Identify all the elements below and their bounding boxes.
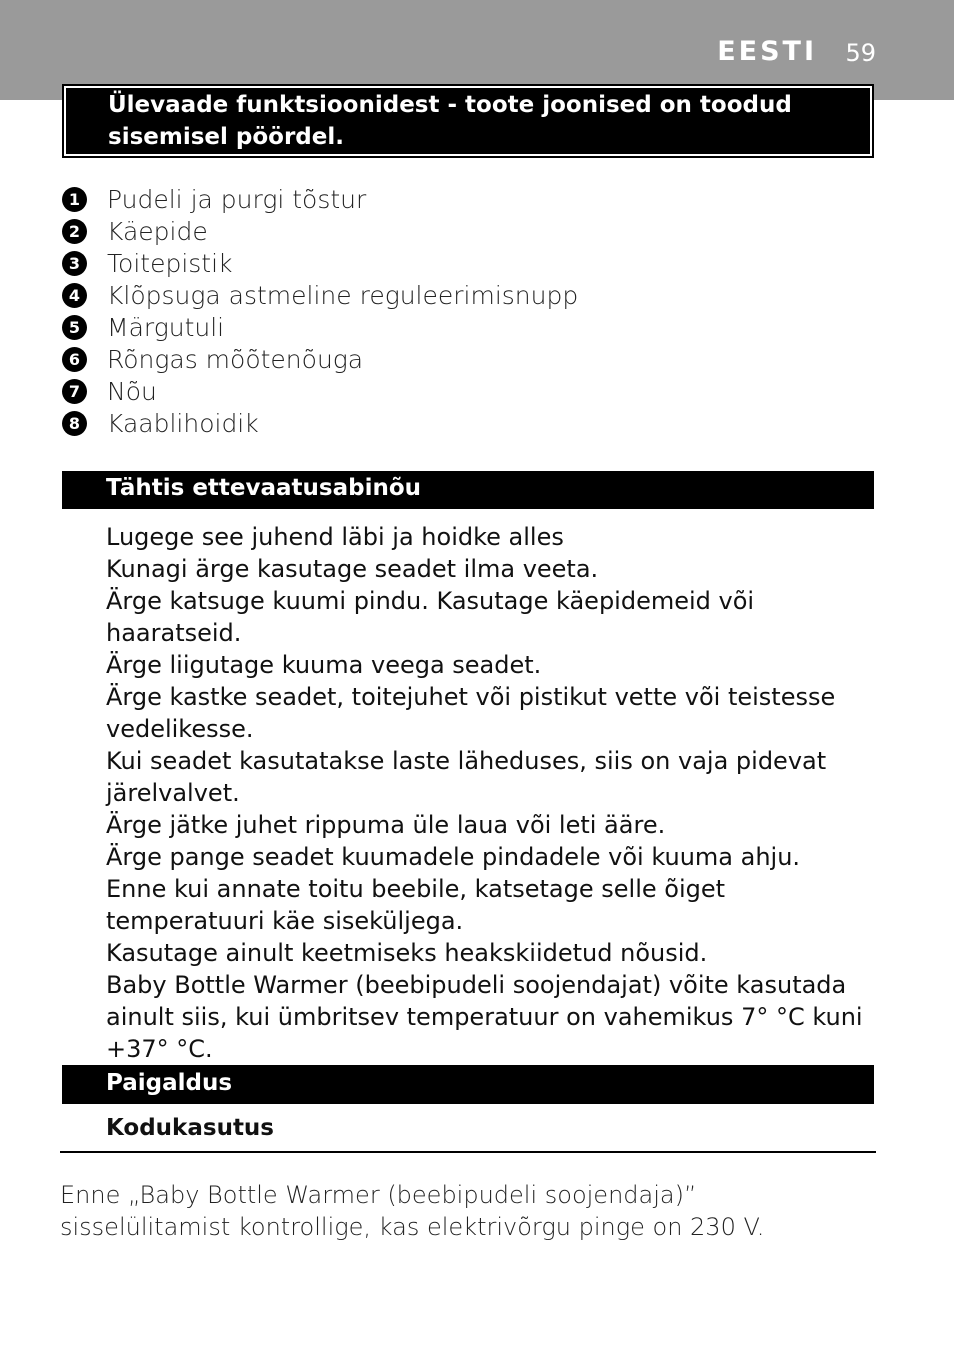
number-badge: 4 xyxy=(62,283,87,308)
list-item: Ärge kastke seadet, toitejuhet või pistikut vette või teistesse vedelikesse. xyxy=(106,683,836,743)
list-item: Ärge liigutage kuuma veega seadet. xyxy=(106,651,542,679)
page-number: 59 xyxy=(845,39,876,67)
subsection-heading: Kodukasutus xyxy=(106,1115,274,1141)
body-paragraph: Enne „Baby Bottle Warmer (beebipudeli soojendaja)” sisselülitamist kontrollige, kas elektrivõrgu pinge on 230 V. xyxy=(60,1181,765,1241)
number-badge: 1 xyxy=(62,187,87,212)
section-heading-overview: Ülevaade funktsioonidest - toote joonised on toodud sisemisel pöördel. xyxy=(62,84,874,158)
list-item: Kasutage ainult keetmiseks heakskiidetud nõusid. xyxy=(106,939,708,967)
number-badge: 5 xyxy=(62,315,87,340)
list-item xyxy=(62,311,578,343)
part-label: Rõngas mõõtenõuga xyxy=(107,344,364,374)
part-label: Käepide xyxy=(107,216,208,246)
part-label: Nõu xyxy=(107,376,157,406)
part-label: Toitepistik xyxy=(107,248,233,278)
section-heading-safety: Tähtis ettevaatusabinõu xyxy=(62,471,874,509)
list-item xyxy=(62,279,578,311)
number-badge: 3 xyxy=(62,251,87,276)
list-item xyxy=(62,375,578,407)
part-label: Märgutuli xyxy=(107,312,225,342)
list-item xyxy=(62,247,578,279)
list-item xyxy=(62,407,578,439)
parts-list xyxy=(62,183,578,439)
number-badge: 2 xyxy=(62,219,87,244)
list-item: Kui seadet kasutatakse laste läheduses, siis on vaja pidevat järelvalvet. xyxy=(106,747,827,807)
number-badge: 8 xyxy=(62,411,87,436)
list-item: Ärge katsuge kuumi pindu. Kasutage käepidemeid või haaratseid. xyxy=(106,587,755,647)
list-item: Baby Bottle Warmer (beebipudeli soojendajat) võite kasutada ainult siis, kui ümbritsev temperatuur on vahemikus 7° °C kuni +37° °C. xyxy=(106,971,863,1063)
part-label: Pudeli ja purgi tõstur xyxy=(107,184,367,214)
list-item: Enne kui annate toitu beebile, katsetage selle õiget temperatuuri käe siseküljega. xyxy=(106,875,726,935)
list-item: Kunagi ärge kasutage seadet ilma veeta. xyxy=(106,555,599,583)
language-label: EESTI xyxy=(717,36,817,67)
part-label: Kaablihoidik xyxy=(107,408,259,438)
list-item: Lugege see juhend läbi ja hoidke alles xyxy=(106,523,564,551)
part-label: Klõpsuga astmeline reguleerimisnupp xyxy=(107,280,579,310)
divider xyxy=(60,1151,876,1153)
list-item: Ärge jätke juhet rippuma üle laua või leti ääre. xyxy=(106,811,666,839)
list-item xyxy=(62,183,578,215)
list-item xyxy=(62,343,578,375)
number-badge: 6 xyxy=(62,347,87,372)
list-item xyxy=(62,215,578,247)
number-badge: 7 xyxy=(62,379,87,404)
list-item: Ärge pange seadet kuumadele pindadele või kuuma ahju. xyxy=(106,843,801,871)
section-heading-installation: Paigaldus xyxy=(62,1065,874,1104)
safety-list xyxy=(106,521,866,1065)
